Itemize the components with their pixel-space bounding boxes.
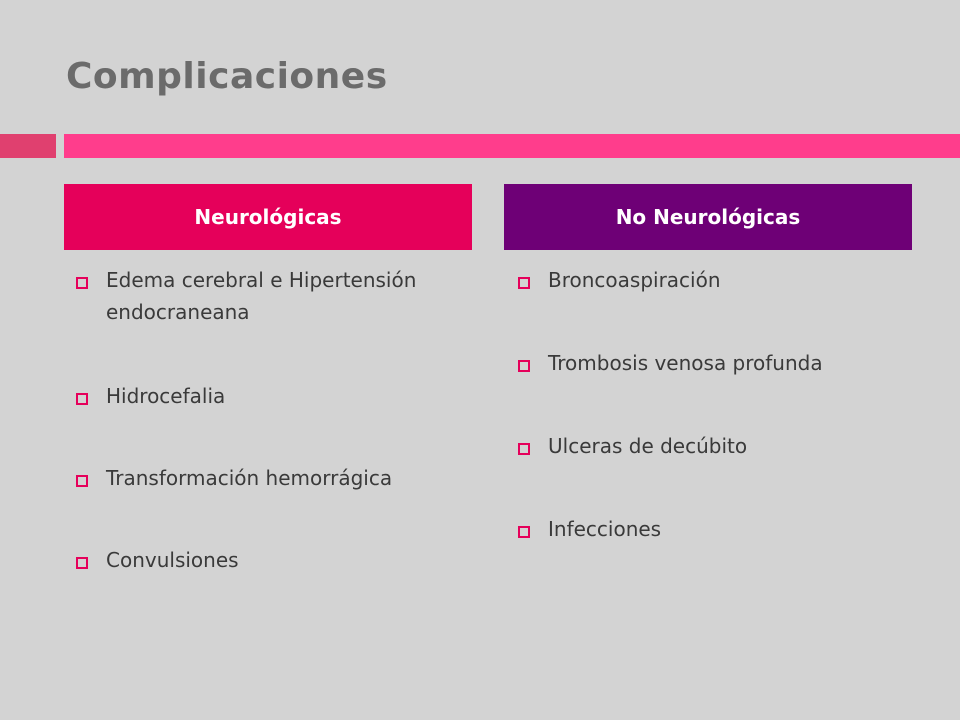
list-item-label: Hidrocefalia: [106, 384, 226, 408]
square-bullet-icon: [76, 277, 88, 289]
list-item-label: Convulsiones: [106, 548, 239, 572]
list-item: [70, 380, 470, 412]
list-item: [512, 347, 912, 379]
list-item: [70, 462, 470, 494]
title-accent-bar-right: [64, 134, 960, 158]
list-item: [70, 264, 470, 328]
neurological-column-header: [64, 184, 472, 250]
list-item-label: Trombosis venosa profunda: [548, 351, 823, 375]
list-item-label: Edema cerebral e Hipertensión endocraneana: [106, 268, 417, 324]
list-item-label: Ulceras de decúbito: [548, 434, 748, 458]
square-bullet-icon: [518, 360, 530, 372]
title-accent-bar-left: [0, 134, 56, 158]
square-bullet-icon: [518, 443, 530, 455]
list-item-label: Infecciones: [548, 517, 662, 541]
non-neurological-column-header: [504, 184, 912, 250]
slide-title: Complicaciones: [66, 56, 388, 97]
square-bullet-icon: [76, 557, 88, 569]
list-item: [512, 430, 912, 462]
square-bullet-icon: [76, 475, 88, 487]
neurological-complications-list: [70, 264, 470, 576]
non-neurological-complications-list: [512, 264, 912, 596]
square-bullet-icon: [76, 393, 88, 405]
square-bullet-icon: [518, 277, 530, 289]
list-item: [512, 264, 912, 296]
list-item-label: Broncoaspiración: [548, 268, 721, 292]
list-item: [512, 513, 912, 545]
list-item-label: Transformación hemorrágica: [106, 466, 393, 490]
list-item: [70, 544, 470, 576]
neurological-header-label: Neurológicas: [194, 205, 342, 229]
non-neurological-header-label: No Neurológicas: [615, 205, 801, 229]
square-bullet-icon: [518, 526, 530, 538]
